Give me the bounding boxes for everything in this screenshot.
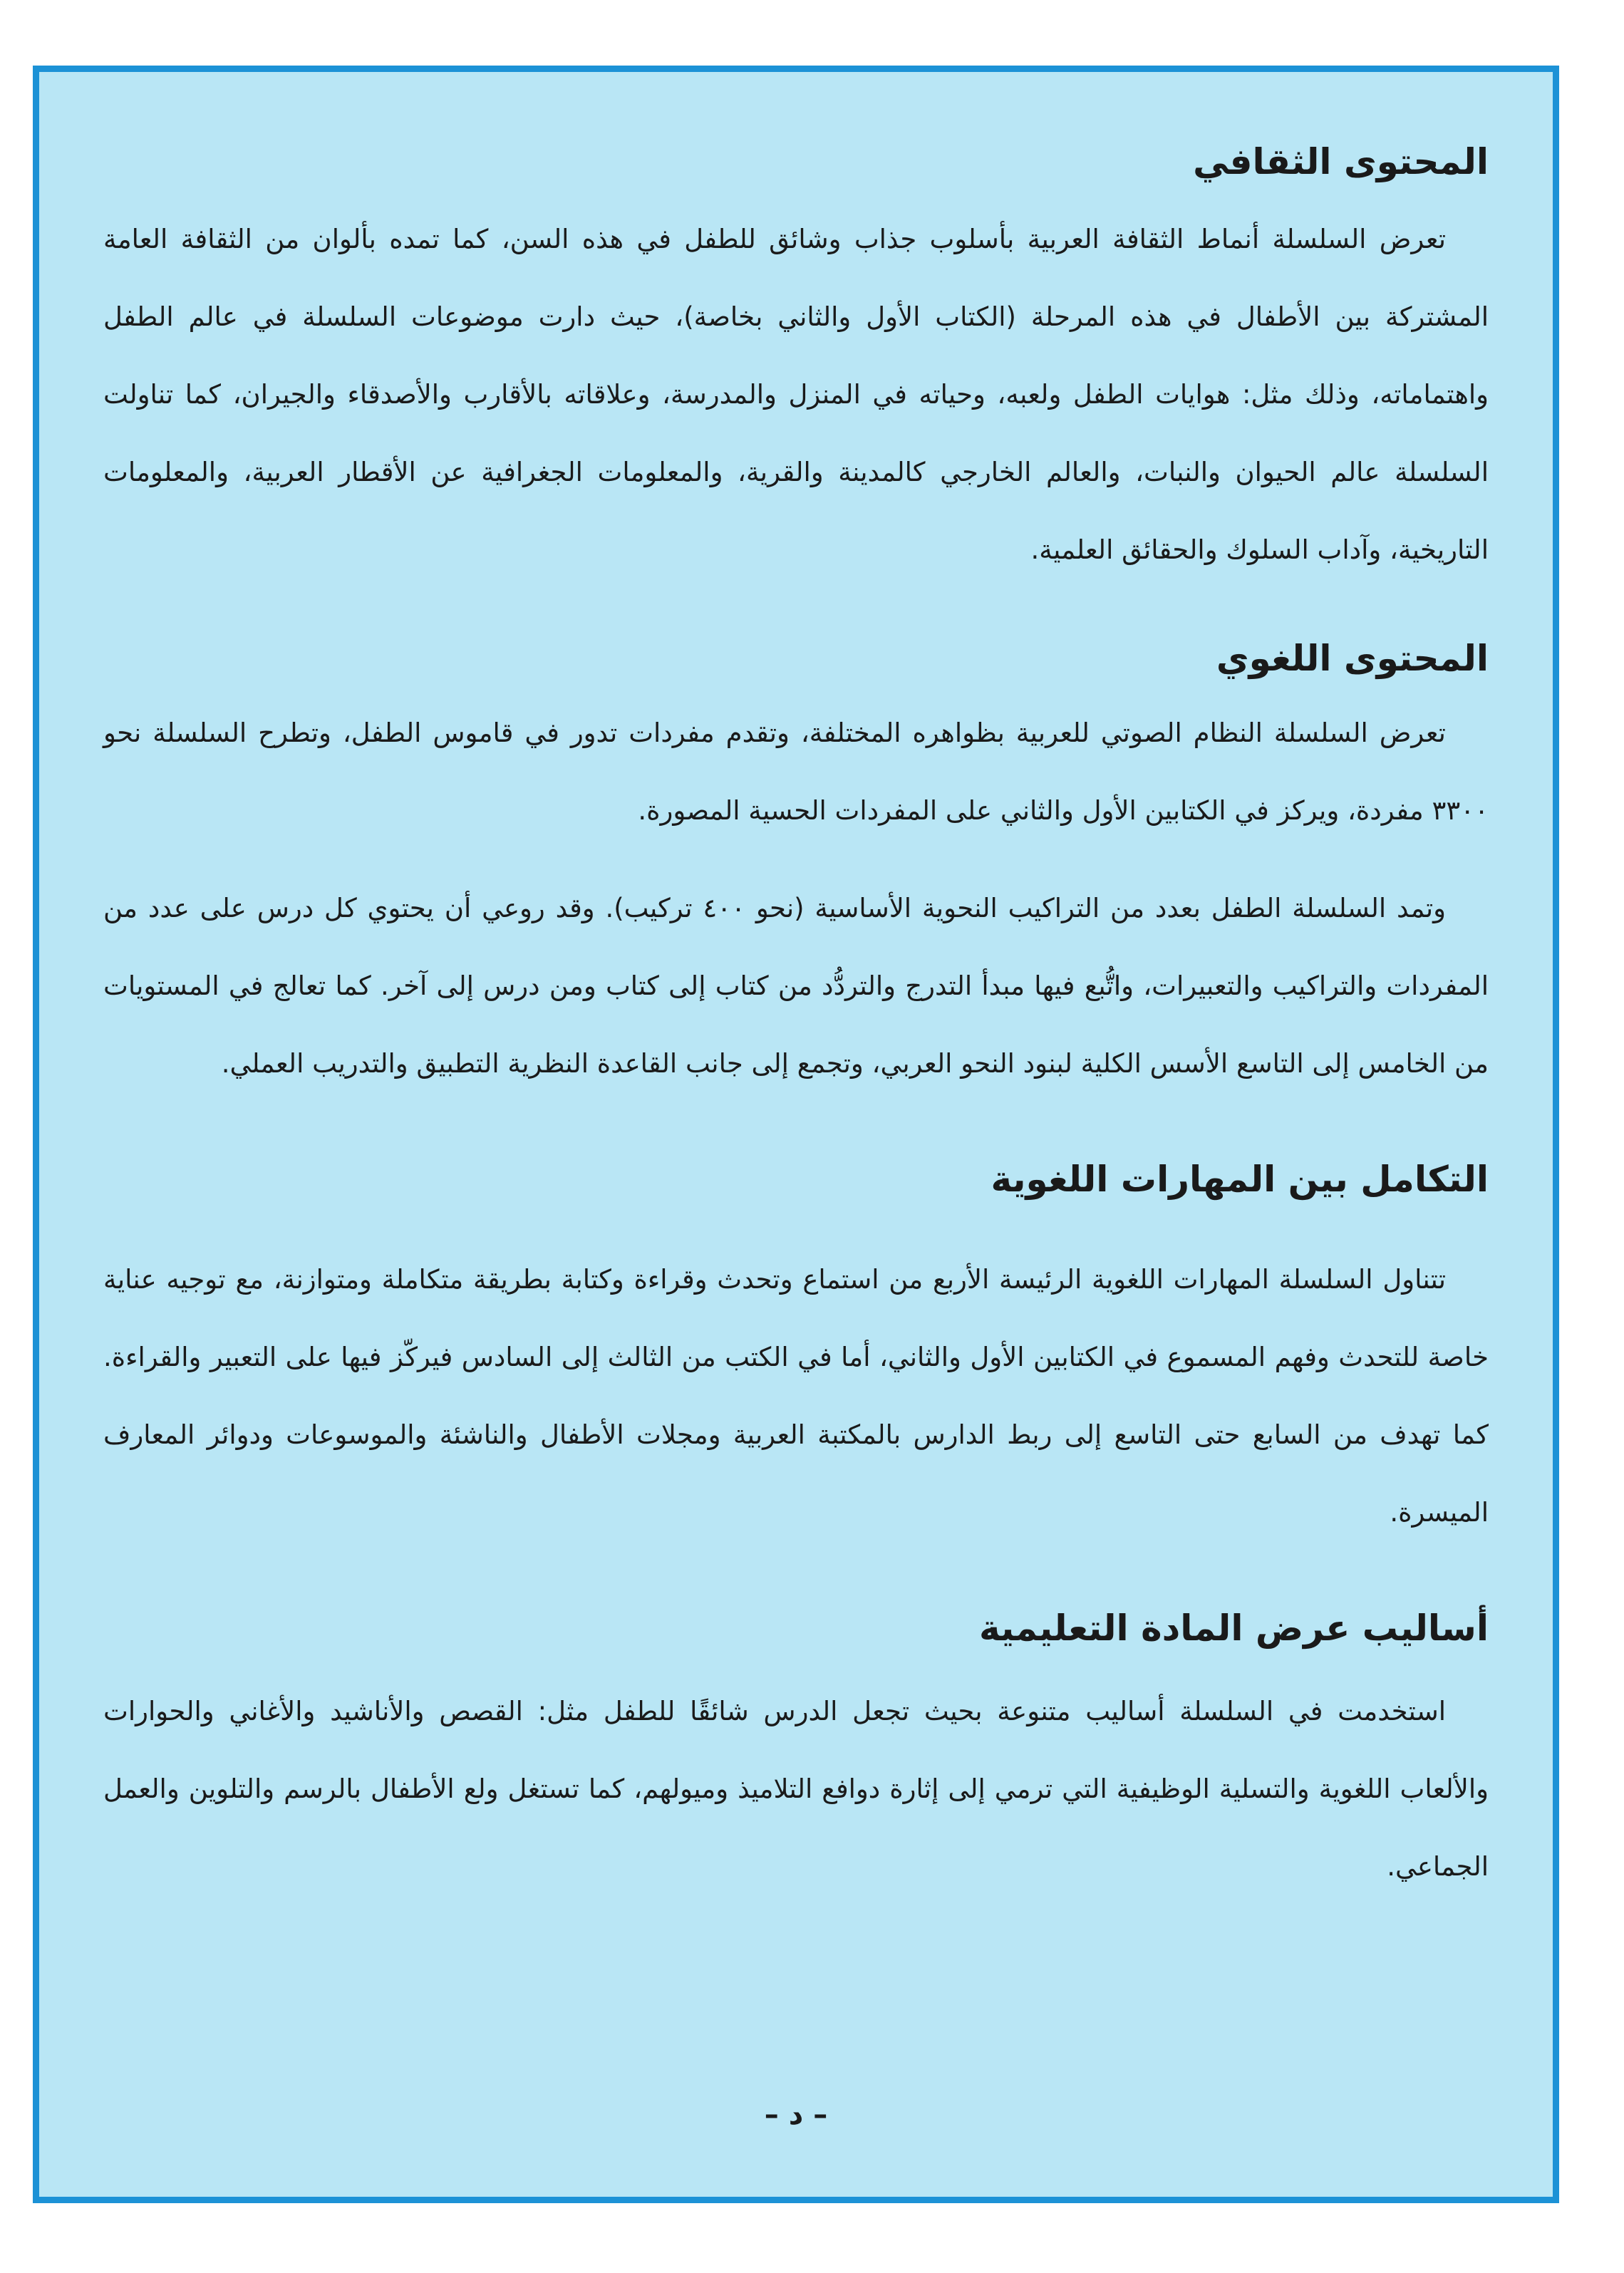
section-paragraph: تعرض السلسلة النظام الصوتي للعربية بظواهره المختلفة، وتقدم مفردات تدور في قاموس الطفل، وتطرح السلسلة نحو ٣٣٠٠ مفردة، ويركز في الكتابين الأول والثاني على المفردات الحسية المصورة. [103,718,1489,826]
section-paragraph: تتناول السلسلة المهارات اللغوية الرئيسة الأربع من استماع وتحدث وقراءة وكتابة بطريقة متكاملة ومتوازنة، مع توجيه عناية خاصة للتحدث وفهم المسموع في الكتابين الأول والثاني، أما في الكتب من الثالث إلى السادس فيركّز فيها على التعبير والقراءة. كما تهدف من السابع حتى التاسع إلى ربط الدارس بالمكتبة العربية ومجلات الأطفال والناشئة والموسوعات ودوائر المعارف الميسرة. [103,1264,1489,1528]
section-heading-cultural-content: المحتوى الثقافي [1193,141,1489,182]
page-frame [33,66,1559,2203]
section-heading-presentation-methods: أساليب عرض المادة التعليمية [979,1607,1489,1649]
section-heading-linguistic-content: المحتوى اللغوي [1216,638,1489,679]
section-paragraph: وتمد السلسلة الطفل بعدد من التراكيب النحوية الأساسية (نحو ٤٠٠ تركيب). وقد روعي أن يحتوي كل درس على عدد من المفردات والتراكيب والتعبيرات، واتُّبع فيها مبدأ التدرج والتردُّد من كتاب إلى كتاب ومن درس إلى آخر. كما تعالج في المستويات من الخامس إلى التاسع الأسس الكلية لبنود النحو العربي، وتجمع إلى جانب القاعدة النظرية التطبيق والتدريب العملي. [103,893,1489,1079]
section-paragraph: تعرض السلسلة أنماط الثقافة العربية بأسلوب جذاب وشائق للطفل في هذه السن، كما تمده بألوان من الثقافة العامة المشتركة بين الأطفال في هذه المرحلة (الكتاب الأول والثاني بخاصة)، حيث دارت موضوعات السلسلة في عالم الطفل واهتماماته، وذلك مثل: هوايات الطفل ولعبه، وحياته في المنزل والمدرسة، وعلاقاته بالأقارب والأصدقاء والجيران، كما تناولت السلسلة عالم الحيوان والنبات، والعالم الخارجي كالمدينة والقرية، والمعلومات الجغرافية عن الأقطار العربية، والمعلومات التاريخية، وآداب السلوك والحقائق العلمية. [103,224,1489,565]
section-heading-skills-integration: التكامل بين المهارات اللغوية [991,1159,1489,1200]
page-content [103,136,1489,1905]
section-paragraph: استخدمت في السلسلة أساليب متنوعة بحيث تجعل الدرس شائقًا للطفل مثل: القصص والأناشيد والأغاني والحوارات والألعاب اللغوية والتسلية الوظيفية التي ترمي إلى إثارة دوافع التلاميذ وميولهم، كما تستغل ولع الأطفال بالرسم والتلوين والعمل الجماعي. [103,1696,1489,1882]
page-number: – د – [764,2098,828,2131]
